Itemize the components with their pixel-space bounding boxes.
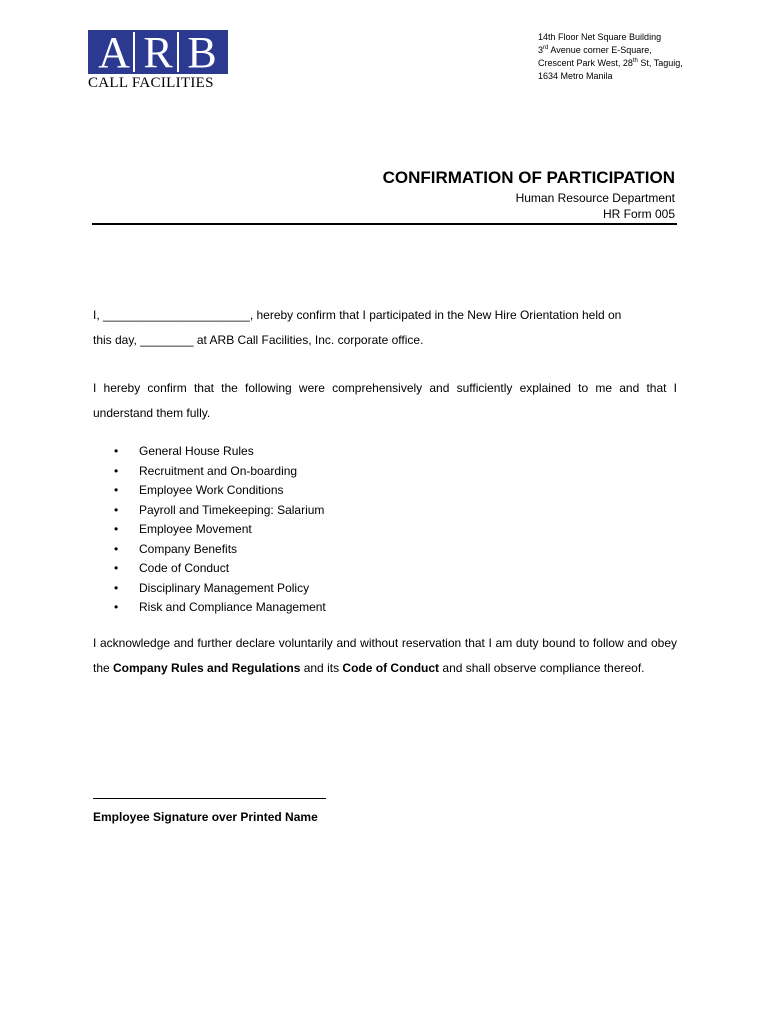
address-line-1: 14th Floor Net Square Building	[538, 32, 662, 42]
bullet-icon: •	[114, 580, 119, 595]
explanation-paragraph: I hereby confirm that the following were comprehensively and sufficiently explained to me and that I understand them fully.	[93, 381, 677, 420]
confirmation-paragraph	[93, 303, 677, 353]
bullet-icon: •	[114, 502, 119, 517]
code-of-conduct-bold: Code of Conduct	[342, 660, 440, 675]
form-code: HR Form 005	[602, 207, 675, 221]
bullet-icon: •	[114, 522, 119, 536]
address-line-3-sup: th	[632, 58, 638, 64]
list-item	[93, 501, 677, 521]
list-item	[93, 520, 677, 540]
list-item-label: Recruitment and On-boarding	[139, 463, 298, 478]
form-title-block	[383, 166, 675, 222]
list-item-label: Code of Conduct	[139, 561, 230, 575]
list-item	[93, 559, 677, 579]
logo-letter-b: B	[187, 28, 217, 77]
list-item	[93, 442, 677, 462]
address-line-4: 1634 Metro Manila	[538, 71, 613, 81]
bullet-icon: •	[114, 541, 119, 556]
confirmation-line-2: this day, ________ at ARB Call Facilities, Inc. corporate office.	[93, 333, 424, 347]
bullet-icon: •	[114, 463, 119, 478]
address-line-3-b: St, Taguig,	[637, 58, 683, 68]
list-item-label: Employee Work Conditions	[139, 483, 284, 497]
form-title: CONFIRMATION OF PARTICIPATION	[382, 168, 675, 187]
logo-letter-a: A	[95, 32, 135, 72]
acknowledgement-paragraph	[93, 631, 677, 681]
logo-letter-r: R	[139, 32, 179, 72]
company-rules-bold: Company Rules and Regulations	[113, 660, 301, 675]
logo-letters-box	[88, 28, 228, 77]
list-item	[93, 481, 677, 501]
list-item-label: Payroll and Timekeeping: Salarium	[139, 502, 325, 517]
address-line-2-sup: rd	[543, 45, 549, 51]
list-item-label: Employee Movement	[139, 522, 252, 536]
address-line-2-rest: Avenue corner E-Square,	[548, 45, 652, 55]
list-item-label: Risk and Compliance Management	[139, 600, 326, 614]
header-divider	[92, 223, 677, 225]
form-department: Human Resource Department	[515, 191, 675, 205]
signature-line	[93, 798, 326, 799]
address-line-2	[538, 44, 738, 57]
list-item	[93, 462, 677, 482]
address-line-3	[538, 57, 738, 70]
list-item	[93, 598, 677, 618]
acknowledgement-text-b: and its	[300, 660, 343, 675]
form-body	[93, 303, 677, 681]
bullet-icon: •	[114, 600, 119, 614]
signature-block	[93, 788, 326, 825]
acknowledgement-text-c: and shall observe compliance thereof.	[439, 660, 645, 675]
company-address	[538, 31, 738, 83]
signature-label: Employee Signature over Printed Name	[93, 810, 318, 824]
list-item-label: Company Benefits	[139, 541, 238, 556]
list-item-label: General House Rules	[139, 444, 254, 458]
company-logo	[88, 30, 228, 91]
bullet-icon: •	[114, 444, 119, 458]
logo-subtitle: CALL FACILITIES	[88, 75, 214, 91]
acknowledgement-text-a: I acknowledge and further declare voluntarily and without reservation that I am duty bound to follow and obey the	[93, 635, 677, 675]
list-item	[93, 540, 677, 560]
list-item	[93, 579, 677, 599]
orientation-topics-list	[93, 442, 677, 618]
address-line-3-a: Crescent Park West, 28	[538, 58, 633, 68]
address-line-2-num: 3	[538, 45, 544, 55]
confirmation-line-1: I, ______________________, hereby confirm that I participated in the New Hire Orientation held on	[93, 308, 622, 322]
bullet-icon: •	[114, 561, 119, 575]
bullet-icon: •	[114, 483, 119, 497]
list-item-label: Disciplinary Management Policy	[139, 580, 310, 595]
